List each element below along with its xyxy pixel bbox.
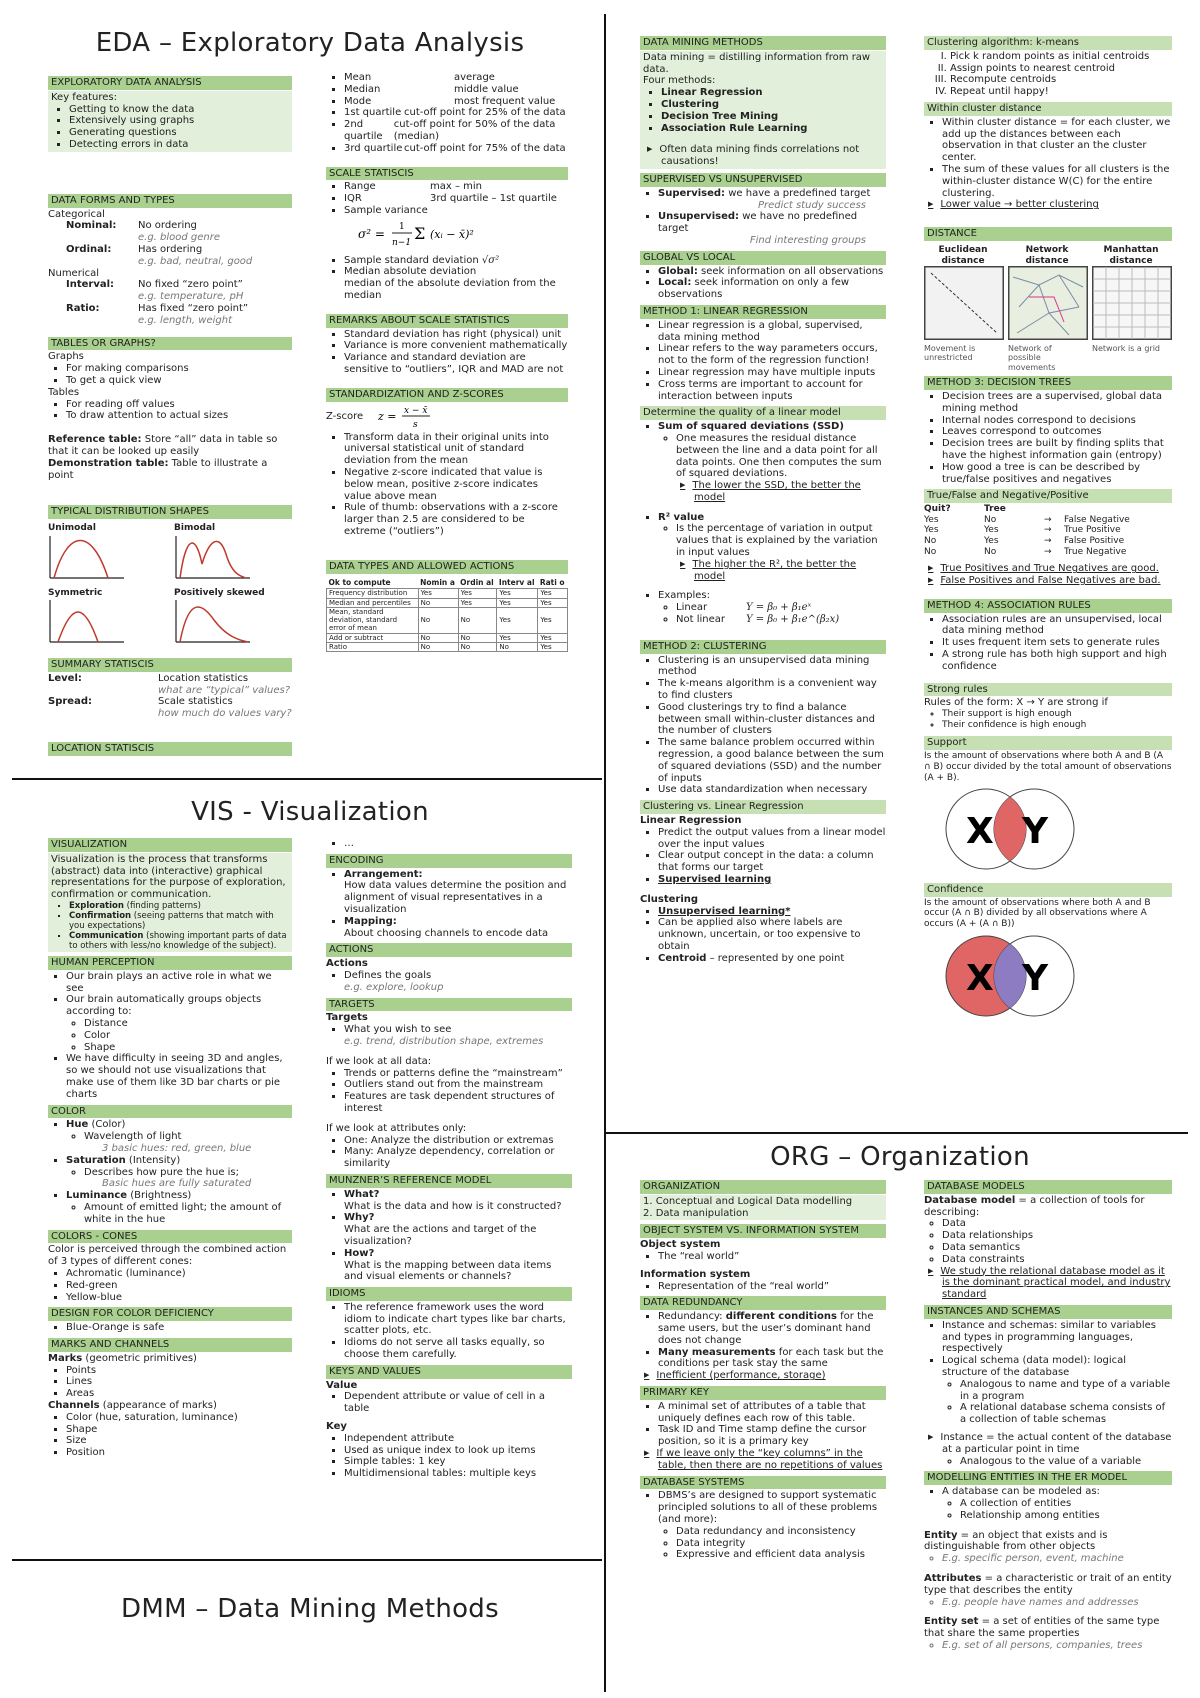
- arrow-icon: →: [1044, 536, 1052, 547]
- list-item: ▪ The “real world”: [658, 1251, 886, 1263]
- nominal-key: Nominal:: [66, 220, 117, 232]
- object-system-label: Object system: [640, 1239, 721, 1251]
- interval-value: No fixed “zero point”: [138, 279, 243, 291]
- list-item: ▪ Exploration (finding patterns): [69, 901, 289, 911]
- eda-heading: EXPLORATORY DATA ANALYSIS: [48, 76, 292, 90]
- svg-text:Y: Y: [1022, 811, 1049, 853]
- table-row: Ratio No No No Yes: [327, 642, 568, 651]
- database-models-heading: DATABASE MODELS: [924, 1180, 1172, 1194]
- list-item: ▪ Sum of squared deviations (SSD) ◦ One measures the residual distance between the line and a data point for all data points. One then computes the sum of squared deviations. ▶ The lower the SSD, the better the model: [658, 421, 886, 504]
- list-item: ▪ Centroid – represented by one point: [658, 953, 886, 965]
- list-item: ▪ Trends or patterns define the “mainstream”: [344, 1068, 572, 1080]
- visualization-text: Visualization is the process that transforms (abstract) data into (interactive) graphical representations for the purpose of exploration, confirmation or communication.: [51, 853, 286, 901]
- list-item: ▪ Shape: [66, 1424, 292, 1436]
- list-item: ▪ Features are task dependent structures of interest: [344, 1091, 572, 1115]
- skewed-label: Positively skewed: [174, 587, 265, 598]
- svg-text:Σ: Σ: [414, 223, 426, 243]
- symmetric-shape-icon: [48, 598, 126, 644]
- instances-heading: INSTANCES AND SCHEMAS: [924, 1305, 1172, 1319]
- attributes-text: Attributes = a characteristic or trait of an entity type that describes the entity: [924, 1572, 1172, 1596]
- ratio-key: Ratio:: [66, 302, 100, 314]
- list-item: ▪ 1st quartile cut-off point for 25% of the data: [344, 107, 568, 119]
- list-item: ▪ Red-green: [66, 1280, 292, 1292]
- list-item: ▪ Internal nodes correspond to decisions: [942, 415, 1172, 427]
- categorical-label: Categorical: [48, 208, 105, 220]
- forms-heading: DATA FORMS AND TYPES: [48, 194, 292, 208]
- information-system-label: Information system: [640, 1268, 751, 1280]
- munzner-heading: MUNZNER’S REFERENCE MODEL: [326, 1174, 572, 1188]
- list-item: ◦ E.g. people have names and addresses: [942, 1597, 1172, 1609]
- table-row: Median and percentiles No Yes Yes Yes: [327, 598, 568, 607]
- list-item: ▪ Getting to know the data: [69, 104, 289, 116]
- list-item: IV. Repeat until happy!: [950, 86, 1172, 98]
- list-item: ▪ Unsupervised learning*: [658, 906, 886, 918]
- dmm-right-column: [924, 36, 1172, 1128]
- list-item: ▪ Communication (showing important parts of data to others with less/no knowledge of the subject).: [69, 931, 289, 951]
- ratio-value: Has fixed “zero point”: [138, 302, 249, 314]
- linear-regression-heading: METHOD 1: LINEAR REGRESSION: [640, 305, 886, 319]
- svg-text:X: X: [966, 811, 994, 853]
- list-item: ▪ Local: seek information on only a few observations: [658, 277, 886, 301]
- color-heading: COLOR: [48, 1105, 292, 1119]
- color-deficiency-heading: DESIGN FOR COLOR DEFICIENCY: [48, 1307, 292, 1321]
- list-item: ▪ Instance and schemas: similar to variables and types in programming languages, respectively: [942, 1320, 1172, 1355]
- distance-diagrams: [924, 245, 1172, 372]
- vis-title: VIS - Visualization: [191, 797, 429, 827]
- tables-heading: TABLES OR GRAPHS?: [48, 337, 292, 351]
- reference-table-text: Reference table: Store “all” data in table so that it can be looked up easily: [48, 434, 278, 457]
- symmetric-label: Symmetric: [48, 587, 103, 598]
- tables-label: Tables: [48, 386, 80, 398]
- list-item: ▪ DBMS’s are designed to support systematic principled solutions to all of these problems (and more): ◦ Data redundancy and inconsistency ◦ Data integrity ◦ Expressive and efficient data analysis: [658, 1490, 886, 1561]
- list-item: I. Pick k random points as initial centroids: [950, 51, 1172, 63]
- entity-set-text: Entity set = a set of entities of the same type that share the same properties: [924, 1616, 1160, 1640]
- support-heading: Support: [924, 736, 1172, 750]
- list-item: ▪ Median middle value: [344, 84, 568, 96]
- svg-text:x − x̄: x − x̄: [404, 405, 428, 416]
- list-item: ▶ True Positives and True Negatives are good.: [942, 563, 1172, 575]
- variance-formula-icon: [356, 217, 496, 251]
- nominal-example: e.g. blood genre: [138, 232, 221, 244]
- list-item: ▪ What you wish to see e.g. trend, distribution shape, extremes: [344, 1024, 572, 1048]
- list-item: ▪ …: [344, 838, 572, 850]
- list-item: ▪ 2nd quartile cut-off point for 50% of the data (median): [344, 119, 568, 143]
- arrow-icon: →: [1044, 514, 1052, 525]
- network-distance-icon: [1008, 266, 1088, 340]
- list-item: ▪ Hue (Color) ◦ Wavelength of light 3 basic hues: red, green, blue: [66, 1119, 292, 1154]
- list-item: ▪ Redundancy: different conditions for the same users, but the user’s dominant hand does not change: [658, 1311, 886, 1346]
- list-item: ▪ Used as unique index to look up items: [344, 1445, 572, 1457]
- list-item: ▪ Linear regression may have multiple inputs: [658, 367, 886, 379]
- list-item: ▪ Decision trees are a supervised, global data mining method: [942, 391, 1172, 415]
- list-item: ▪ Areas: [66, 1388, 292, 1400]
- list-item: ▪ Predict the output values from a linear model over the input values: [658, 827, 886, 851]
- organization-box: 1. Conceptual and Logical Data modelling 2. Data manipulation: [640, 1195, 886, 1221]
- table-row: Frequency distribution Yes Yes Yes Yes: [327, 589, 568, 598]
- list-item: ▪ Lines: [66, 1376, 292, 1388]
- svg-text:z =: z =: [378, 409, 397, 423]
- list-item: ▪ Supervised: we have a predefined target Predict study success: [658, 188, 886, 212]
- list-item: ▪ Good clusterings try to find a balance between small within-cluster distances and the number of clusters: [658, 702, 886, 737]
- keys-heading: KEYS AND VALUES: [326, 1365, 572, 1379]
- list-item: ▪ Yellow-blue: [66, 1292, 292, 1304]
- list-item: ▪ Many measurements for each task but the conditions per task stay the same: [658, 1347, 886, 1371]
- level-example: what are “typical” values?: [158, 684, 291, 696]
- location-heading: LOCATION STATISCIS: [48, 742, 292, 756]
- graphs-label: Graphs: [48, 351, 84, 363]
- vertical-separator: [604, 14, 606, 1692]
- arrow-icon: →: [1044, 546, 1052, 557]
- human-perception-heading: HUMAN PERCEPTION: [48, 956, 292, 970]
- arrow-icon: →: [1044, 525, 1052, 536]
- list-item: ▪ Our brain automatically groups objects according to: ◦ Distance ◦ Color ◦ Shape: [66, 994, 292, 1053]
- table-row: Add or subtract No No Yes Yes: [327, 633, 568, 642]
- visualization-box: [48, 853, 292, 952]
- list-item: ▪ What? What is the data and how is it constructed?: [344, 1189, 572, 1213]
- list-item: ▪ Association rules are an unsupervised, local data mining method: [942, 614, 1172, 638]
- standardization-heading: STANDARDIZATION AND Z-SCORES: [326, 388, 568, 402]
- key-label: Key: [326, 1421, 347, 1433]
- list-item: ▪ Independent attribute: [344, 1433, 572, 1445]
- list-item: ▪ Logical schema (data model): logical structure of the database ◦ Analogous to name and type of a variable in a program ◦ A relational database schema consists of a collection of table schemas: [942, 1355, 1172, 1426]
- manhattan-distance-icon: [1092, 266, 1172, 340]
- list-item: ▪ Range max – min: [344, 181, 568, 193]
- list-item: ▪ Association Rule Learning: [661, 123, 883, 135]
- org-left-column: [640, 1180, 886, 1690]
- list-item: ▪ A database can be modeled as: ◦ A collection of entities ◦ Relationship among entities: [942, 1486, 1172, 1521]
- spread-key: Spread:: [48, 696, 92, 708]
- org-title: ORG – Organization: [770, 1142, 1030, 1172]
- database-model-text: Database model = a collection of tools for describing:: [924, 1194, 1145, 1218]
- list-item: ▪ Variance and standard deviation are sensitive to “outliers”, IQR and MAD are not: [344, 352, 568, 376]
- ratio-example: e.g. length, weight: [138, 314, 232, 326]
- list-item: ▪ Simple tables: 1 key: [344, 1456, 572, 1468]
- look-all-label: If we look at all data:: [326, 1055, 432, 1067]
- list-item: ◦ Data relationships: [942, 1230, 1172, 1242]
- list-item: ▪ The k-means algorithm is a convenient way to find clusters: [658, 678, 886, 702]
- list-item: ▶ Lower value → better clustering: [942, 199, 1172, 211]
- list-item: ▪ Position: [66, 1447, 292, 1459]
- list-item: ▪ Clustering is an unsupervised data mining method: [658, 655, 886, 679]
- unimodal-shape-icon: [48, 534, 126, 580]
- list-item: ▪ We have difficulty in seeing 3D and angles, so we should not use visualizations that make use of them like 3D bar charts or pie charts: [66, 1053, 292, 1100]
- actions-heading: ACTIONS: [326, 943, 572, 957]
- list-item: ▪ How? What is the mapping between data items and visual elements or channels?: [344, 1248, 572, 1283]
- svg-text:(xᵢ − x̄)²: (xᵢ − x̄)²: [430, 227, 474, 241]
- list-item: ▪ Arrangement: How data values determine the position and alignment of visual representatives in a visualization: [344, 869, 572, 916]
- list-item: ▶ We study the relational database model as it is the dominant practical model, and industry standard: [942, 1266, 1172, 1301]
- key-features-list: [51, 104, 289, 151]
- vis-left-column: [48, 838, 292, 1552]
- list-item: ▪ Generating questions: [69, 127, 289, 139]
- dmm-left-column: [640, 36, 886, 1128]
- list-item: ▪ Dependent attribute or value of cell in a table: [344, 1391, 572, 1415]
- list-item: ▪ Decision trees are built by finding splits that have the highest information gain (entropy): [942, 438, 1172, 462]
- dmm-title: DMM – Data Mining Methods: [121, 1594, 499, 1624]
- list-item: ▪ Detecting errors in data: [69, 139, 289, 151]
- primary-key-heading: PRIMARY KEY: [640, 1386, 886, 1400]
- horizontal-separator-dmm-org: [606, 1132, 1188, 1134]
- channels-label: Channels (appearance of marks): [48, 1399, 217, 1411]
- targets-label: Targets: [326, 1012, 368, 1024]
- horizontal-separator-vis-dmm: [12, 1559, 602, 1561]
- list-item: ▪ Extensively using graphs: [69, 115, 289, 127]
- list-item: ▪ Leaves correspond to outcomes: [942, 426, 1172, 438]
- distribution-heading: TYPICAL DISTRIBUTION SHAPES: [48, 505, 292, 519]
- spread-example: how much do values vary?: [158, 708, 292, 720]
- key-features-label: Key features:: [51, 91, 117, 103]
- data-mining-box: Data mining = distilling information from raw data. Four methods: ▪ Linear Regression ▪ Clustering ▪ Decision Tree Mining ▪ Association Rule Learning ▶ Often data mining finds correlations not causations!: [640, 51, 886, 169]
- demonstration-table-text: Demonstration table: Table to illustrate a point: [48, 457, 268, 481]
- confidence-heading: Confidence: [924, 883, 1172, 897]
- ordinal-key: Ordinal:: [66, 243, 112, 255]
- unimodal-label: Unimodal: [48, 523, 96, 534]
- svg-text:Y: Y: [1022, 957, 1049, 999]
- list-item: ▪ Task ID and Time stamp define the cursor position, so it is a primary key: [658, 1424, 886, 1448]
- list-item: ▪ Saturation (Intensity) ◦ Describes how pure the hue is; Basic hues are fully saturated: [66, 1155, 292, 1190]
- database-systems-heading: DATABASE SYSTEMS: [640, 1476, 886, 1490]
- clustering-heading: METHOD 2: CLUSTERING: [640, 640, 886, 654]
- cones-text: Color is perceived through the combined action of 3 types of different cones:: [48, 1244, 287, 1268]
- true-false-heading: True/False and Negative/Positive: [924, 489, 1172, 503]
- idioms-heading: IDIOMS: [326, 1287, 572, 1301]
- list-item: ▪ Why? What are the actions and target of the visualization?: [344, 1212, 572, 1247]
- table-row: Mean, standard deviation, standard error of mean No No Yes Yes: [327, 607, 568, 633]
- list-item: ◦ Their support is high enough: [942, 709, 1172, 720]
- confidence-venn-diagram: [924, 930, 1114, 1022]
- list-item: ▪ Points: [66, 1365, 292, 1377]
- list-item: ▪ Clustering: [661, 99, 883, 111]
- zscore-formula-icon: [376, 404, 446, 430]
- types-heading: DATA TYPES AND ALLOWED ACTIONS: [326, 560, 568, 574]
- list-item: ▪ Many: Analyze dependency, correlation or similarity: [344, 1146, 572, 1170]
- list-item: ▪ A strong rule has both high support and high confidence: [942, 649, 1172, 673]
- types-table: Ok to compute Nomin a Ordin al Interv al Rati o Frequency distribution Yes Yes Yes Yes Median and percentiles No Yes Yes Yes Mean, standard deviation, standard error of mean No No Yes Yes Add or subtract No No Yes Yes Ratio No No No Yes: [326, 578, 568, 653]
- list-item: ◦ E.g. specific person, event, machine: [942, 1553, 1172, 1565]
- zscore-label: Z-score: [326, 410, 364, 422]
- list-item: ▪ Outliers stand out from the mainstream: [344, 1079, 572, 1091]
- look-attributes-label: If we look at attributes only:: [326, 1122, 467, 1134]
- list-item: ▪ Linear Regression: [661, 87, 883, 99]
- cones-heading: COLORS - CONES: [48, 1230, 292, 1244]
- list-item: ▪ Sample variance: [344, 205, 568, 217]
- ordinal-example: e.g. bad, neutral, good: [138, 255, 253, 267]
- svg-text:X: X: [966, 957, 994, 999]
- list-item: ▪ Idioms do not serve all tasks equally, so choose them carefully.: [344, 1337, 572, 1361]
- list-item: ▪ Size: [66, 1435, 292, 1447]
- global-local-heading: GLOBAL VS LOCAL: [640, 251, 886, 265]
- quality-heading: Determine the quality of a linear model: [640, 406, 886, 420]
- svg-text:n−1: n−1: [392, 237, 412, 248]
- svg-text:1: 1: [399, 221, 405, 232]
- clustering-label: Clustering: [640, 893, 699, 905]
- spread-value: Scale statistics: [158, 696, 233, 708]
- within-cluster-heading: Within cluster distance: [924, 102, 1172, 116]
- skewed-shape-icon: [174, 598, 252, 644]
- eda-right-column: [326, 72, 568, 652]
- supervised-heading: SUPERVISED VS UNSUPERVISED: [640, 173, 886, 187]
- association-heading: METHOD 4: ASSOCIATION RULES: [924, 599, 1172, 613]
- list-item: ▪ For reading off values: [66, 399, 292, 411]
- list-item: ◦ E.g. set of all persons, companies, trees: [942, 1640, 1172, 1652]
- list-item: ▪ Supervised learning: [658, 874, 886, 886]
- euclidean-distance-icon: [924, 266, 1004, 340]
- list-item: ▪ Blue-Orange is safe: [66, 1322, 292, 1334]
- list-item: ▪ How good a tree is can be described by true/false positives and negatives: [942, 462, 1172, 486]
- nominal-value: No ordering: [138, 220, 197, 232]
- list-item: ▪ It uses frequent item sets to generate rules: [942, 637, 1172, 649]
- entity-text: Entity = an object that exists and is distinguishable from other objects: [924, 1529, 1108, 1553]
- list-item: ▪ Linear regression is a global, supervised, data mining method: [658, 320, 886, 344]
- list-item: ▶ False Positives and False Negatives are bad.: [942, 575, 1172, 587]
- svg-text:σ² =: σ² =: [358, 226, 385, 241]
- interval-key: Interval:: [66, 279, 115, 291]
- kmeans-steps: [924, 51, 1172, 98]
- list-item: ▪ Linear refers to the way parameters occurs, not to the form of the regression function!: [658, 343, 886, 367]
- list-item: ▪ Defines the goals e.g. explore, lookup: [344, 970, 572, 994]
- list-item: ▶ Inefficient (performance, storage): [658, 1370, 886, 1382]
- svg-text:s: s: [413, 419, 418, 430]
- list-item: ▪ Negative z-score indicated that value is below mean, positive z-score indicates value above mean: [344, 467, 568, 502]
- scale-heading: SCALE STATISCIS: [326, 167, 568, 181]
- list-item: ▪ Median absolute deviation median of the absolute deviation from the median: [344, 266, 568, 301]
- distance-heading: DISTANCE: [924, 227, 1172, 241]
- list-item: ▪ R² value ◦ Is the percentage of variation in output values that is explained by the variation in input values ▶ The higher the R², the better the model: [658, 512, 886, 583]
- targets-heading: TARGETS: [326, 998, 572, 1012]
- list-item: III. Recompute centroids: [950, 74, 1172, 86]
- vis-right-column: [326, 838, 572, 1552]
- level-key: Level:: [48, 672, 82, 684]
- list-item: ▪ Confirmation (seeing patterns that match with you expectations): [69, 911, 289, 931]
- list-item: ▪ Clear output concept in the data: a column that forms our target: [658, 850, 886, 874]
- list-item: ▶ If we leave only the “key columns” in the table, then there are no repetitions of values: [658, 1448, 886, 1472]
- list-item: ▪ One: Analyze the distribution or extremas: [344, 1135, 572, 1147]
- list-item: ▪ Standard deviation has right (physical) unit: [344, 329, 568, 341]
- list-item: ▪ Luminance (Brightness) ◦ Amount of emitted light; the amount of white in the hue: [66, 1190, 292, 1225]
- kmeans-heading: Clustering algorithm: k-means: [924, 36, 1172, 50]
- bimodal-shape-icon: [174, 534, 252, 580]
- organization-heading: ORGANIZATION: [640, 1180, 886, 1194]
- eda-key-box: [48, 91, 292, 152]
- list-item: ▪ Transform data in their original units into universal statistical unit of standard deviation from the mean: [344, 432, 568, 467]
- marks-heading: MARKS AND CHANNELS: [48, 1338, 292, 1352]
- list-item: II. Assign points to nearest centroid: [950, 63, 1172, 75]
- eda-title: EDA – Exploratory Data Analysis: [95, 28, 525, 58]
- list-item: ◦ Their confidence is high enough: [942, 720, 1172, 731]
- strong-rules-heading: Strong rules: [924, 683, 1172, 697]
- list-item: ◦ Data constraints: [942, 1254, 1172, 1266]
- list-item: ▪ IQR 3rd quartile – 1st quartile: [344, 193, 568, 205]
- org-right-column: [924, 1180, 1172, 1690]
- list-item: ▪ Examples: ◦ Linear Y = β₀ + β₁eˣ ◦ Not linear Y = β₀ + β₁e^(β₂x): [658, 590, 886, 625]
- data-mining-heading: DATA MINING METHODS: [640, 36, 886, 50]
- remarks-heading: REMARKS ABOUT SCALE STATISTICS: [326, 314, 568, 328]
- list-item: ▪ Variance is more convenient mathematically: [344, 340, 568, 352]
- object-system-heading: OBJECT SYSTEM VS. INFORMATION SYSTEM: [640, 1224, 886, 1238]
- euclidean-box: Euclidean distance Movement is unrestricted: [924, 245, 1002, 372]
- network-box: Network distance Network of possible movements: [1008, 245, 1086, 372]
- location-list: [326, 72, 568, 155]
- list-item: ▪ A minimal set of attributes of a table that uniquely defines each row of this table.: [658, 1401, 886, 1425]
- list-item: ▪ Global: seek information on all observations: [658, 266, 886, 278]
- list-item: ▶ Instance = the actual content of the database at a particular point in time ◦ Analogous to the value of a variable: [942, 1432, 1172, 1467]
- actions-label: Actions: [326, 958, 368, 970]
- list-item: ▪ Mapping: About choosing channels to encode data: [344, 916, 572, 940]
- list-item: ▪ The sum of these values for all clusters is the within-cluster distance W(C) for the entire clustering.: [942, 164, 1172, 199]
- list-item: ◦ Data semantics: [942, 1242, 1172, 1254]
- decision-trees-heading: METHOD 3: DECISION TREES: [924, 376, 1172, 390]
- list-item: ▪ To draw attention to actual sizes: [66, 410, 292, 422]
- numerical-label: Numerical: [48, 267, 100, 279]
- ordinal-value: Has ordering: [138, 243, 203, 255]
- list-item: ▪ Cross terms are important to account for interaction between inputs: [658, 379, 886, 403]
- eda-left-column: [48, 72, 292, 757]
- bimodal-label: Bimodal: [174, 523, 216, 534]
- linear-regression-label: Linear Regression: [640, 815, 742, 827]
- list-item: ▪ To get a quick view: [66, 375, 292, 387]
- level-value: Location statistics: [158, 672, 249, 684]
- marks-label: Marks (geometric primitives): [48, 1352, 197, 1364]
- manhattan-box: Manhattan distance Network is a grid: [1092, 245, 1170, 372]
- redundancy-heading: DATA REDUNDANCY: [640, 1296, 886, 1310]
- list-item: ▪ Multidimensional tables: multiple keys: [344, 1468, 572, 1480]
- horizontal-separator-eda-vis: [12, 778, 602, 780]
- list-item: ▪ Unsupervised: we have no predefined target Find interesting groups: [658, 211, 886, 246]
- distribution-shapes: [48, 523, 292, 648]
- list-item: ▪ Decision Tree Mining: [661, 111, 883, 123]
- clustering-vs-regression-heading: Clustering vs. Linear Regression: [640, 800, 886, 814]
- list-item: ▪ Can be applied also where labels are unknown, uncertain, or too expensive to obtain: [658, 917, 886, 952]
- list-item: ▪ Use data standardization when necessary: [658, 784, 886, 796]
- list-item: ▶ Often data mining finds correlations not causations!: [661, 144, 883, 168]
- interval-example: e.g. temperature, pH: [138, 291, 244, 303]
- visualization-heading: VISUALIZATION: [48, 838, 292, 852]
- list-item: ▪ Sample standard deviation √σ²: [344, 255, 568, 267]
- list-item: ▪ 3rd quartile cut-off point for 75% of the data: [344, 143, 568, 155]
- list-item: ▪ Mode most frequent value: [344, 96, 568, 108]
- list-item: ▪ The same balance problem occurred within regression, a good balance between the sum of squared deviations (SSD) and the number of inputs: [658, 737, 886, 784]
- list-item: ▪ Rule of thumb: observations with a z-score larger than 2.5 are considered to be extreme (“outliers”): [344, 502, 568, 537]
- encoding-heading: ENCODING: [326, 854, 572, 868]
- summary-heading: SUMMARY STATISCIS: [48, 658, 292, 672]
- confidence-text: Is the amount of observations where both A and B occur (A ∩ B) divided by all observations where A occurs (A + (A ∩ B)): [924, 897, 1151, 929]
- list-item: ▪ Color (hue, saturation, luminance): [66, 1412, 292, 1424]
- list-item: ▪ Achromatic (luminance): [66, 1268, 292, 1280]
- support-text: Is the amount of observations where both A and B (A ∩ B) occur divided by the total amount of observations (A + B).: [924, 751, 1172, 783]
- true-false-table: Quit? Tree Yes No → False Negative Yes Yes → True Positive No Yes → False Positive No No → True Negative: [924, 504, 1130, 557]
- strong-rules-text: Rules of the form: X → Y are strong if: [924, 697, 1108, 709]
- list-item: ▪ Representation of the “real world”: [658, 1281, 886, 1293]
- value-label: Value: [326, 1379, 358, 1391]
- list-item: ▪ Our brain plays an active role in what we see: [66, 971, 292, 995]
- list-item: ▪ Mean average: [344, 72, 568, 84]
- list-item: ▪ For making comparisons: [66, 363, 292, 375]
- modelling-heading: MODELLING ENTITIES IN THE ER MODEL: [924, 1471, 1172, 1485]
- list-item: ◦ Data: [942, 1218, 1172, 1230]
- support-venn-diagram: [924, 783, 1114, 875]
- list-item: ▪ The reference framework uses the word idiom to indicate chart types like bar charts, scatter plots, etc.: [344, 1302, 572, 1337]
- list-item: ▪ Within cluster distance = for each cluster, we add up the distances between each observation in that cluster an the cluster center.: [942, 117, 1172, 164]
